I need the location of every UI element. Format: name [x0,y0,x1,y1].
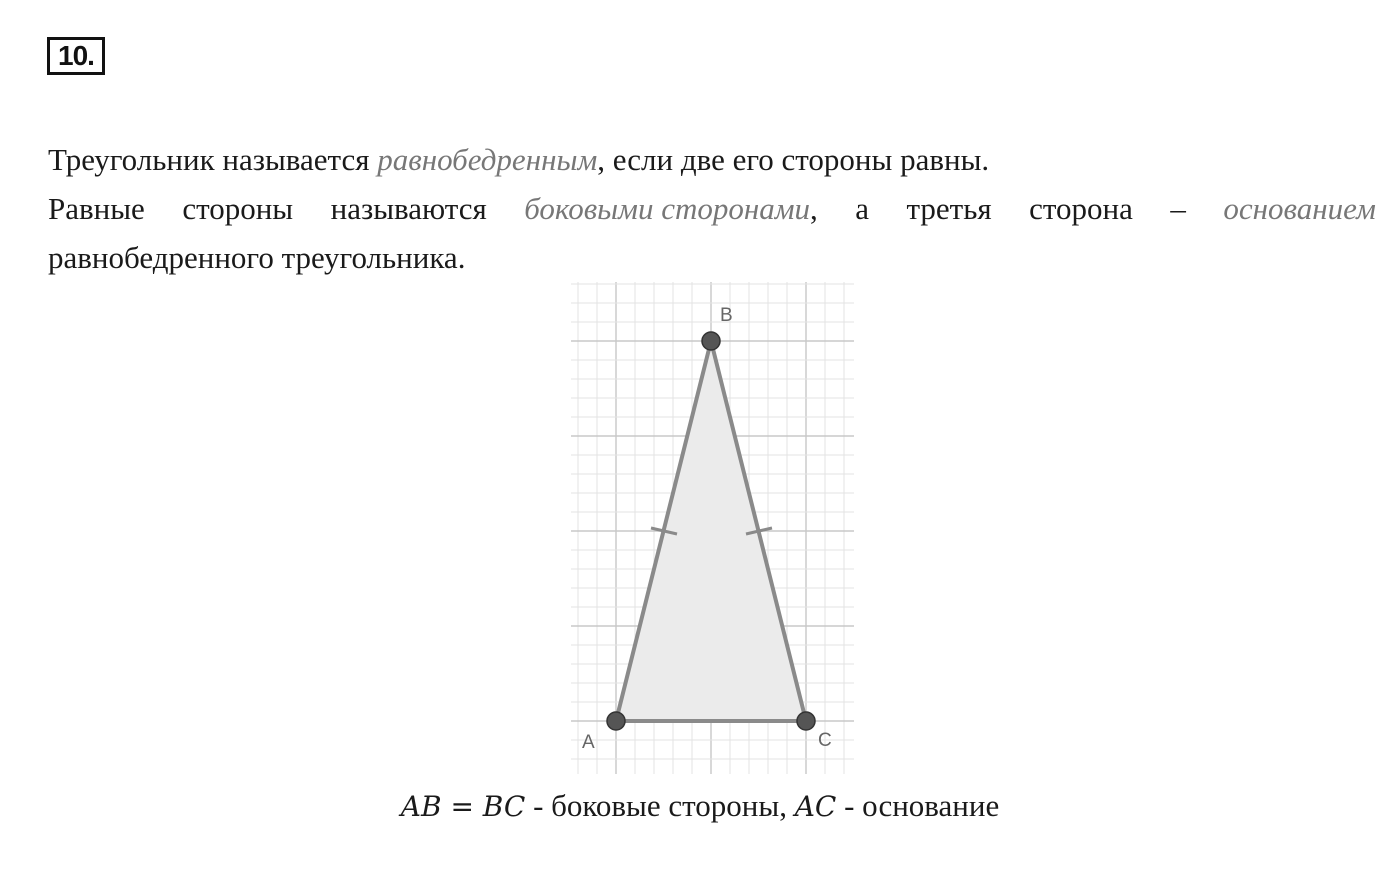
exercise-number: 10. [47,37,105,75]
comma: , [810,191,818,226]
word: третья [906,191,992,226]
vertex-b-label: B [720,305,733,326]
triangle-diagram [560,276,865,780]
definition-text [48,135,1376,282]
term-base: основанием [1223,191,1376,226]
word: а [855,191,870,226]
vertex-c-label: C [818,730,832,751]
caption-formula-base: AC [794,790,837,823]
caption-text-lateral: - боковые стороны, [525,788,795,823]
figure-caption [0,784,1400,829]
word: называются [330,191,487,226]
vertex-b-point [702,332,720,350]
caption-text-base: - основание [836,788,1000,823]
vertex-c-point [797,712,815,730]
term-lateral-sides-group [524,184,818,233]
definition-line-1-start: Треугольник называется [48,142,378,177]
triangle-figure [560,276,865,780]
definition-line-2 [48,184,1376,233]
caption-formula-equal-sides: AB = BC [400,790,526,823]
word: Равные [48,191,145,226]
term-isosceles: равнобедренным [377,142,598,177]
term-lateral-sides: боковыми сторонами [524,191,811,226]
dash: – [1170,191,1186,226]
vertex-a-point [607,712,625,730]
definition-line-1 [48,135,1376,184]
vertex-a-label: A [582,732,595,753]
definition-line-1-end: , если две его стороны равны. [597,142,990,177]
word: стороны [182,191,294,226]
word: сторона [1029,191,1133,226]
definition-line-3: равнобедренного треугольника. [48,240,466,275]
